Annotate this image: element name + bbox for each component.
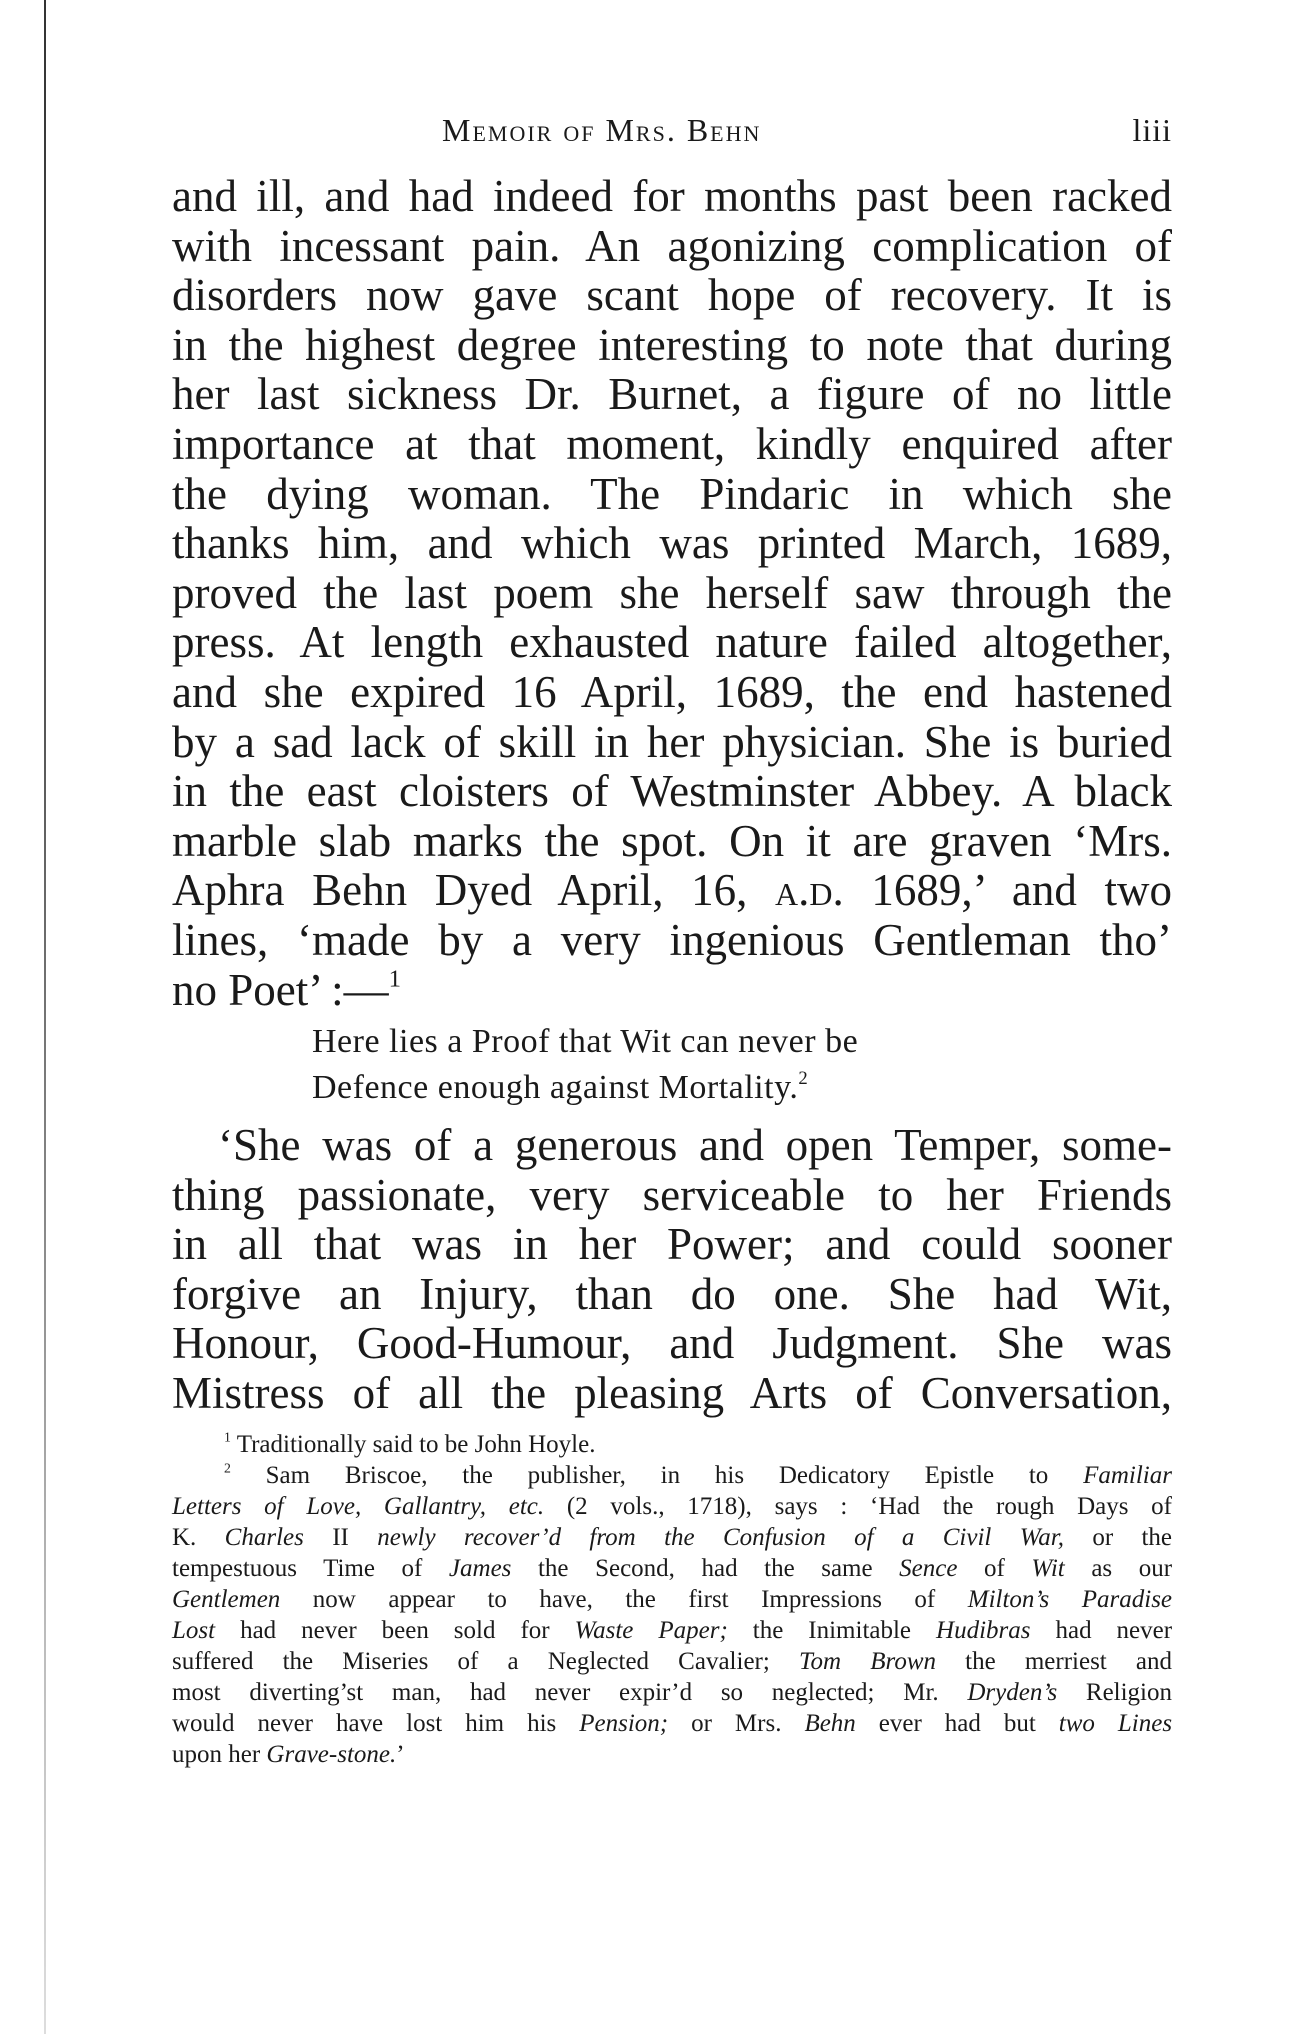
- text-line: in the highest degree interesting to note that during: [172, 319, 1172, 370]
- text-line: Mistress of all the pleasing Arts of Conversation,: [172, 1368, 1172, 1419]
- text-line: and ill, and had indeed for months past been racked: [172, 171, 1172, 221]
- footnotes: [172, 1429, 1172, 1770]
- text-line: her last sickness Dr. Burnet, a figure of no little: [172, 369, 1172, 420]
- text-line: Honour, Good-Humour, and Judgment. She was: [172, 1318, 1172, 1369]
- page-binding-edge: [44, 0, 46, 2034]
- footnote-line: Lost had never been sold for Waste Paper; the Inimitable Hudibras had never: [172, 1616, 1173, 1644]
- text-line: no Poet’ :—$^1$: [172, 964, 402, 1015]
- text-line: ‘She was of a generous and open Temper, some-: [218, 1120, 1172, 1171]
- text-line: proved the last poem she herself saw through the: [172, 567, 1172, 618]
- text-line: the dying woman. The Pindaric in which she: [172, 468, 1172, 519]
- epitaph-verse: [312, 1019, 1172, 1111]
- footnote-2: $^2$ Sam Briscoe, the publisher, in his Dedicatory Epistle to Familiar: [224, 1460, 1172, 1489]
- footnote-ref-1: 1: [388, 964, 402, 992]
- footnote-line: most diverting’st man, had never expir’d so neglected; Mr. Dryden’s Religion: [172, 1678, 1172, 1706]
- text-line: lines, ‘made by a very ingenious Gentleman tho’: [172, 914, 1172, 965]
- footnote-line: K. Charles II newly recover’d from the Confusion of a Civil War, or the: [172, 1523, 1173, 1551]
- text-line: forgive an Injury, than do one. She had Wit,: [172, 1268, 1172, 1319]
- text-line: thanks him, and which was printed March, 1689,: [172, 518, 1172, 569]
- page-number: liii: [1132, 112, 1172, 148]
- footnote-line: would never have lost him his Pension; or Mrs. Behn ever had but two Lines: [172, 1709, 1173, 1737]
- text-line: Aphra Behn Dyed April, 16, a.d. 1689,’ and two: [172, 865, 1173, 916]
- footnote-line: tempestuous Time of James the Second, had the same Sence of Wit as our: [172, 1554, 1173, 1582]
- footnote-1: $^1$ Traditionally said to be John Hoyle.: [224, 1429, 596, 1458]
- footnote-line: suffered the Miseries of a Neglected Cavalier; Tom Brown the merriest and: [172, 1647, 1172, 1675]
- paragraph-memoir: [172, 172, 1172, 1015]
- text-line: importance at that moment, kindly enquired after: [172, 418, 1172, 469]
- text-line: marble slab marks the spot. On it are graven ‘Mrs.: [172, 815, 1172, 866]
- text-line: by a sad lack of skill in her physician. She is buried: [172, 716, 1172, 767]
- text-line: and she expired 16 April, 1689, the end hastened: [172, 666, 1172, 717]
- book-page: [172, 112, 1172, 1770]
- page-header: [172, 112, 1172, 162]
- paragraph-quotation: [172, 1121, 1172, 1419]
- text-line: disorders now gave scant hope of recovery. It is: [172, 270, 1172, 321]
- footnote-line: upon her Grave-stone.’: [172, 1740, 405, 1768]
- text-line: in the east cloisters of Westminster Abbey. A black: [172, 766, 1172, 817]
- text-line: press. At length exhausted nature failed altogether,: [172, 617, 1172, 668]
- footnote-line: Letters of Love, Gallantry, etc. (2 vols., 1718), says : ‘Had the rough Days of: [172, 1492, 1173, 1520]
- running-head: Memoir of Mrs. Behn: [442, 112, 762, 148]
- verse-line: Here lies a Proof that Wit can never be: [312, 1023, 859, 1061]
- verse-line: Defence enough against Mortality.$^2$: [312, 1068, 809, 1107]
- footnote-ref-2: 2: [798, 1068, 809, 1090]
- text-line: thing passionate, very serviceable to her Friends: [172, 1169, 1172, 1220]
- footnote-line: Gentlemen now appear to have, the first Impressions of Milton’s Paradise: [172, 1585, 1173, 1613]
- text-line: in all that was in her Power; and could sooner: [172, 1219, 1172, 1270]
- text-line: with incessant pain. An agonizing complication of: [172, 220, 1172, 271]
